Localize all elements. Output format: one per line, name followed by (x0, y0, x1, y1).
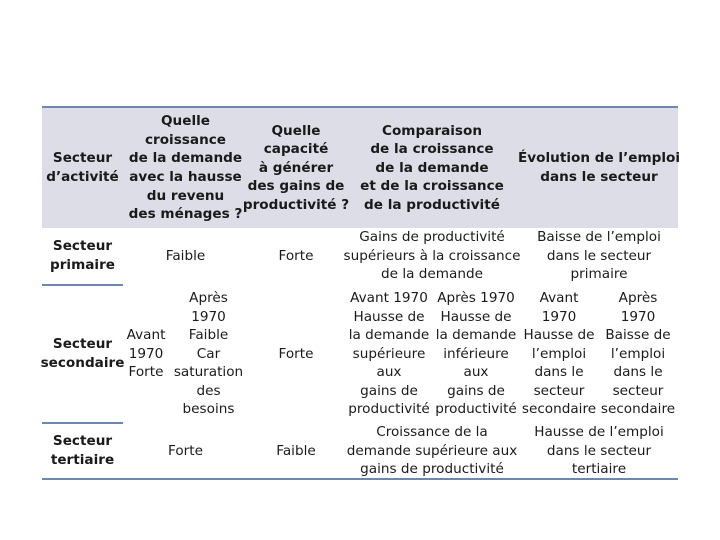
row-label-line: Secteur (52, 336, 113, 353)
cell-line: Avant 1970 (350, 289, 428, 306)
cell-line: Gains de productivité (359, 229, 505, 246)
secondaire-emploi-apres (598, 286, 678, 422)
tertiaire-demande (123, 424, 248, 478)
header-line: de la croissance (370, 141, 494, 158)
cell-line: productivité (435, 401, 517, 418)
cell-line: la demande (348, 327, 430, 344)
header-line: avec la hausse (129, 169, 242, 185)
header-line: capacité (263, 141, 329, 158)
cell-line: supérieurs à la croissance (343, 247, 521, 264)
secondaire-comparaison-apres (432, 286, 520, 422)
cell-line: 1970 (191, 308, 226, 325)
cell-line: Hausse de l’emploi (534, 424, 664, 441)
primaire-productivite (248, 228, 344, 284)
cell-line: Baisse de l’emploi (537, 229, 661, 246)
cell-line: dans le secteur (546, 442, 652, 459)
secondaire-productivite (248, 286, 344, 422)
header-line: et de la croissance (360, 178, 504, 195)
cell-line: 1970 (620, 308, 656, 325)
cell-line: Après (189, 289, 228, 306)
tertiaire-productivite (248, 424, 344, 478)
row-label-line: tertiaire (50, 452, 115, 468)
cell-line: Hausse de (440, 308, 512, 325)
table-bottom-rule (42, 478, 678, 480)
cell-line: gains de (447, 382, 505, 399)
secondaire-emploi-avant (520, 286, 598, 422)
cell-line: Après 1970 (437, 289, 515, 306)
cell-line: Avant (539, 289, 579, 306)
header-line: de la productivité (364, 196, 500, 213)
cell-line: l’emploi (610, 345, 666, 362)
cell-line: secteur (533, 382, 585, 399)
cell-line: tertiaire (571, 461, 627, 478)
header-line: Évolution de l’emploi (518, 150, 681, 167)
cell-line: Croissance de la (376, 424, 488, 441)
cell-line: inférieure (443, 345, 509, 362)
cell-text: Forte (278, 345, 314, 362)
cell-line: supérieure (352, 345, 426, 362)
row-label-secondaire (42, 286, 123, 422)
cell-line: primaire (570, 266, 628, 283)
cell-line: dans le (534, 364, 584, 381)
primaire-emploi (520, 228, 678, 284)
header-line: des gains de (247, 178, 345, 195)
secondaire-demande-avant (125, 286, 167, 422)
cell-text: Forte (168, 442, 203, 459)
header-line: Quelle (160, 113, 210, 130)
cell-line: Car (196, 345, 221, 362)
cell-line: Avant (126, 327, 166, 344)
cell-line: aux (376, 364, 402, 381)
sector-table (40, 106, 681, 480)
cell-line: dans le secteur (546, 247, 652, 264)
header-line: Quelle (271, 122, 321, 139)
row-label-line: primaire (49, 257, 115, 273)
secondaire-comparaison-avant (344, 286, 434, 422)
header-line: de la demande (128, 150, 243, 167)
row-label-line: Secteur (52, 238, 113, 255)
row-label-line: secondaire (40, 355, 125, 371)
cell-line: 1970 (128, 345, 164, 362)
header-comparaison (344, 108, 520, 228)
header-line: dans le secteur (540, 169, 658, 185)
header-croissance-demande (123, 108, 248, 228)
cell-line: aux (463, 364, 489, 381)
cell-line: Forte (128, 364, 164, 381)
primaire-demande (123, 228, 248, 284)
cell-line: Hausse de (523, 327, 595, 344)
header-line: Comparaison (381, 122, 483, 139)
cell-line: l’emploi (531, 345, 587, 362)
cell-line: secteur (612, 382, 664, 399)
header-evolution-emploi (518, 108, 681, 228)
tertiaire-emploi (520, 424, 678, 478)
cell-line: gains de (360, 382, 418, 399)
cell-line: productivité (348, 401, 430, 418)
header-line: d’activité (46, 169, 119, 185)
cell-line: 1970 (541, 308, 577, 325)
row-label-primaire (42, 228, 123, 284)
tertiaire-comparaison (344, 424, 520, 478)
cell-line: la demande (435, 327, 517, 344)
header-line: Secteur (52, 150, 113, 167)
cell-line: gains de productivité (360, 461, 504, 478)
header-capacite-productivite (242, 108, 350, 228)
row-label-line: Secteur (52, 433, 113, 450)
cell-line: Après (618, 289, 658, 306)
cell-line: demande supérieure aux (346, 442, 518, 459)
header-line: du revenu (146, 187, 225, 204)
header-secteur (42, 108, 123, 228)
row-label-tertiaire (42, 424, 123, 478)
cell-line: secondaire (521, 401, 597, 418)
header-line: croissance (144, 131, 227, 148)
header-line: de la demande (375, 159, 489, 176)
cell-line: de la demande (381, 266, 483, 283)
secondaire-demande-apres (167, 286, 250, 422)
cell-line: saturation (173, 364, 244, 381)
cell-line: Baisse de (605, 327, 671, 344)
cell-line: secondaire (600, 401, 676, 418)
header-line: productivité ? (242, 196, 350, 213)
header-line: à générer (258, 159, 334, 176)
cell-line: besoins (182, 401, 235, 418)
cell-line: dans le (613, 364, 663, 381)
cell-line: Hausse de (353, 308, 425, 325)
primaire-comparaison (344, 228, 520, 284)
header-line: des ménages ? (128, 206, 243, 223)
cell-line: Faible (188, 327, 229, 344)
cell-text: Forte (278, 247, 314, 264)
cell-line: des (196, 382, 221, 399)
cell-text: Faible (165, 247, 206, 264)
cell-text: Faible (276, 442, 316, 459)
